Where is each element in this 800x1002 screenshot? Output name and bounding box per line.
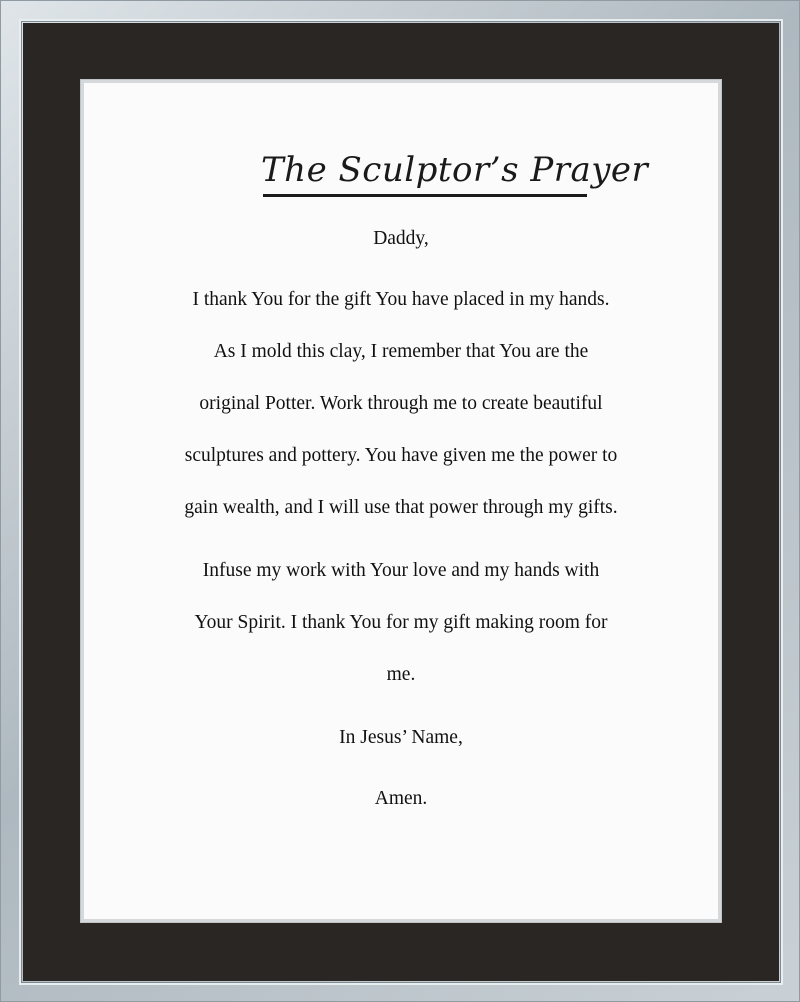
body-line: I thank You for the gift You have placed in my hands.: [192, 289, 610, 310]
body-line: Infuse my work with Your love and my hands with: [202, 560, 600, 581]
body-line: original Potter. Work through me to create beautiful: [199, 393, 603, 414]
body-line: me.: [386, 664, 416, 685]
title-underline: [263, 194, 587, 197]
body-line: Your Spirit. I thank You for my gift making room for: [194, 612, 608, 633]
body-line: sculptures and pottery. You have given me the power to: [184, 445, 618, 466]
signoff-line: Amen.: [374, 788, 428, 809]
body-line: As I mold this clay, I remember that You are the: [213, 341, 589, 362]
prayer-title: The Sculptor’s Prayer: [261, 150, 649, 190]
salutation: Daddy,: [373, 228, 429, 249]
closing-line: In Jesus’ Name,: [339, 727, 463, 748]
body-line: gain wealth, and I will use that power through my gifts.: [184, 497, 618, 518]
